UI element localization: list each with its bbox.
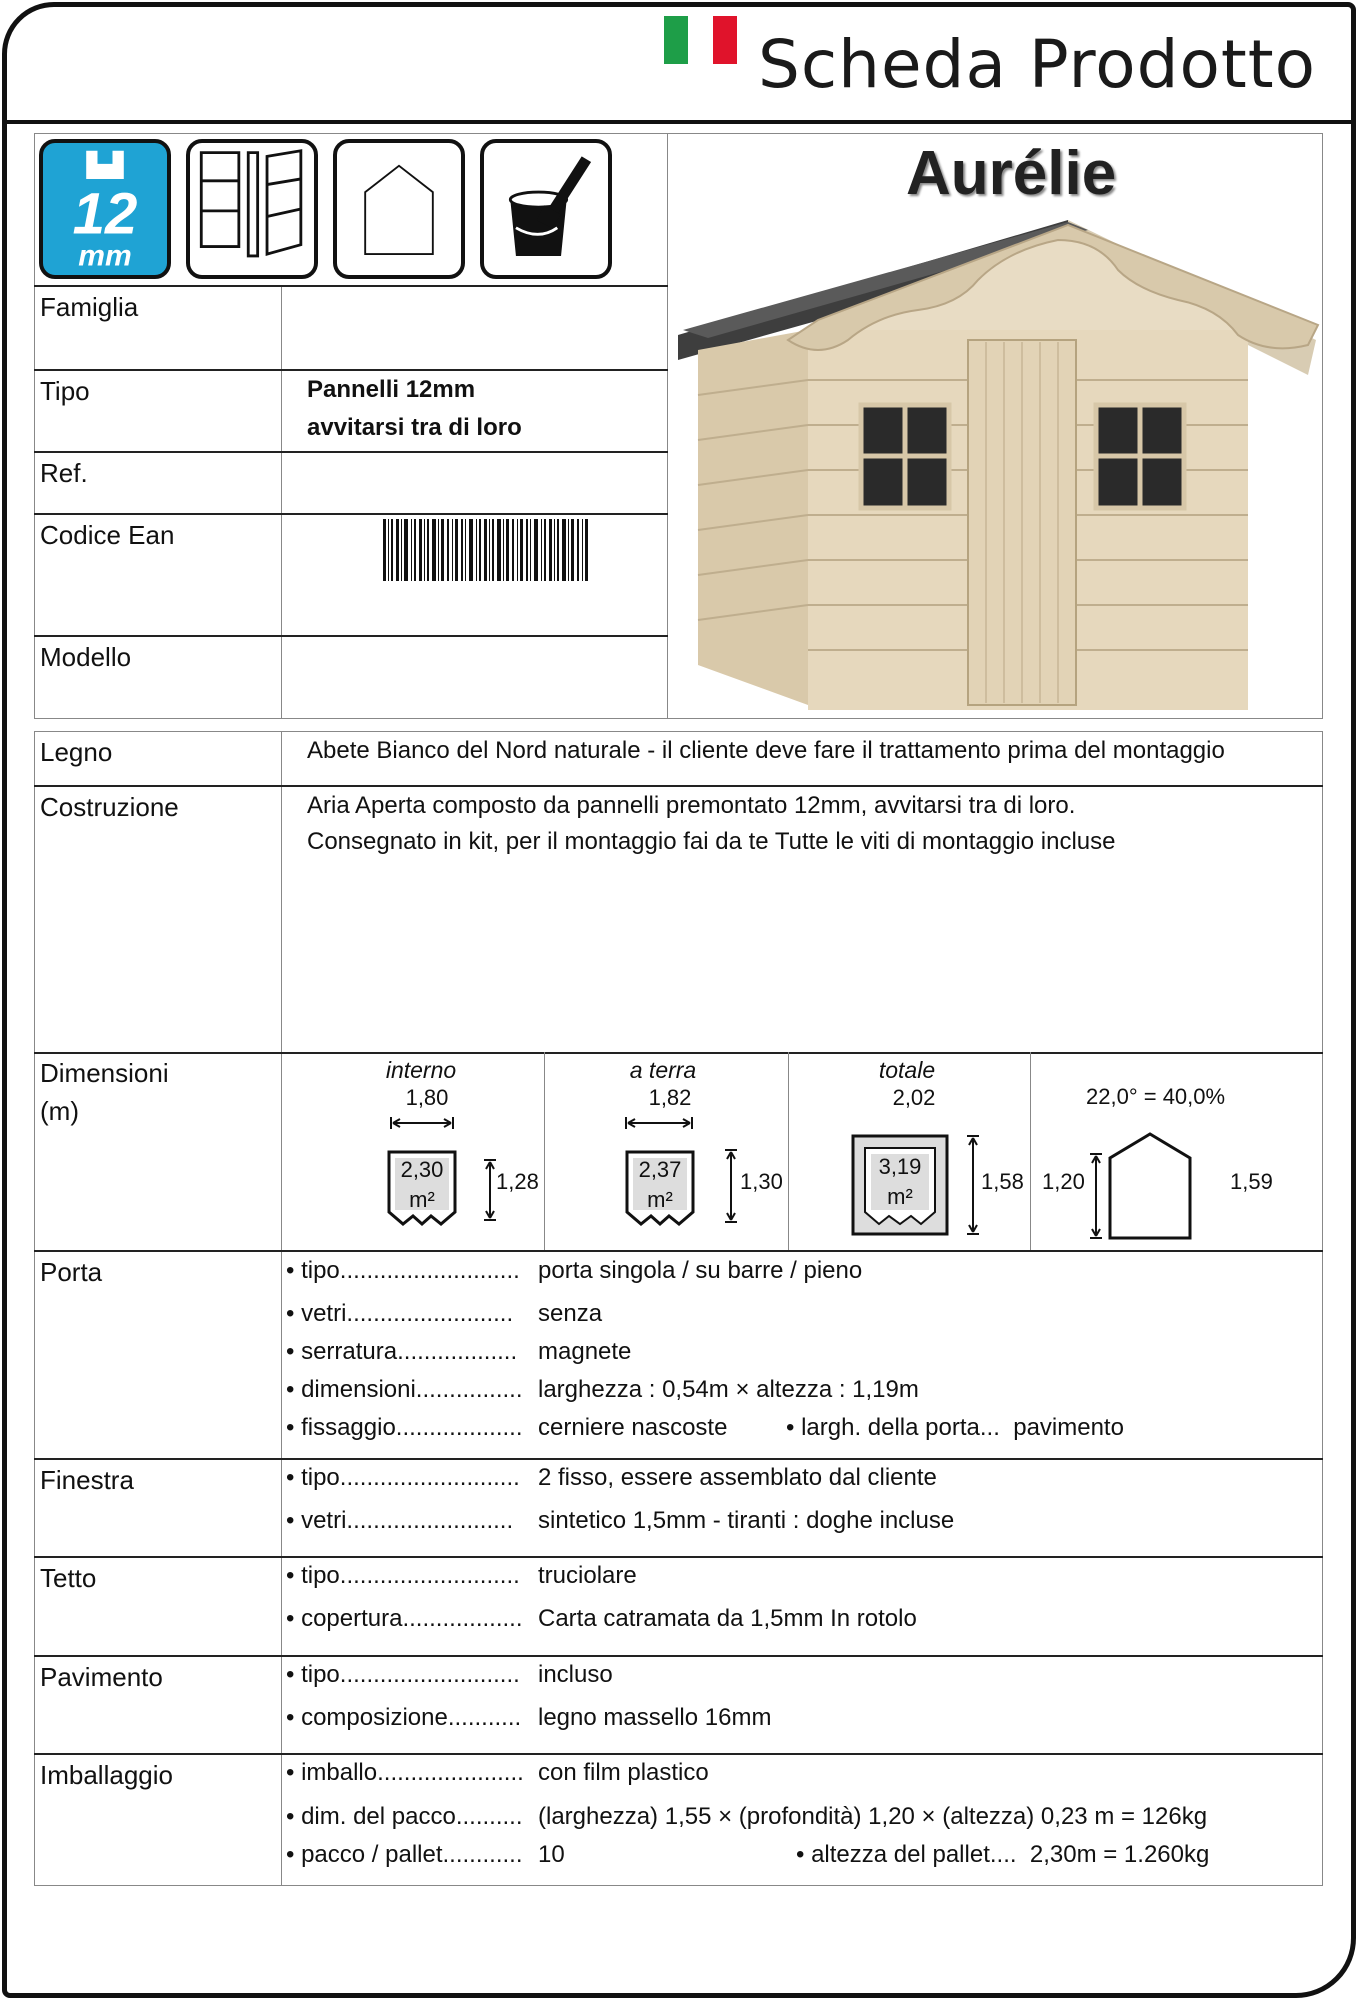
tipo-value-line2: avvitarsi tra di loro xyxy=(307,414,522,441)
costruzione-label: Costruzione xyxy=(40,792,179,822)
italian-flag-icon xyxy=(664,16,737,64)
costruzione-line2: Consegnato in kit, per il montaggio fai da te Tutte le viti di montaggio incluse xyxy=(307,828,1116,855)
dim-aterra-caption: a terra xyxy=(629,1057,697,1083)
imballaggio-row: • dim. del pacco.......... (larghezza) 1,55 × (profondità) 1,20 × (altezza) 0,23 m = 126kg xyxy=(286,1803,1207,1831)
page-title: Scheda Prodotto xyxy=(757,26,1316,103)
pavimento-row: • composizione........... legno massello 16mm xyxy=(286,1704,771,1732)
porta-extra: • largh. della porta... pavimento xyxy=(786,1414,1124,1442)
info-divider-left xyxy=(281,285,282,719)
porta-row: • fissaggio................... cerniere nascoste xyxy=(286,1414,727,1442)
dim-interno-height: 1,28 xyxy=(496,1169,539,1194)
porta-row: • serratura.................. magnete xyxy=(286,1338,631,1366)
spec-label-divider xyxy=(281,731,282,1886)
tipo-value-line1: Pannelli 12mm xyxy=(307,376,476,403)
divider xyxy=(34,785,1323,787)
divider xyxy=(34,1052,1323,1054)
ean-label: Codice Ean xyxy=(40,520,175,550)
imballaggio-row: • pacco / pallet............ 10 xyxy=(286,1841,565,1869)
tipo-label: Tipo xyxy=(40,376,90,406)
divider xyxy=(34,451,668,453)
modello-label: Modello xyxy=(40,642,132,672)
porta-row: • tipo........................... porta singola / su barre / pieno xyxy=(286,1257,862,1285)
divider xyxy=(34,1458,1323,1460)
product-name: Aurélie xyxy=(906,139,1117,208)
costruzione-line1: Aria Aperta composto da pannelli premontato 12mm, avvitarsi tra di loro. xyxy=(307,792,1076,819)
dimensioni-label: Dimensioni xyxy=(40,1058,169,1088)
dim-aterra-area: 2,37 xyxy=(638,1157,682,1182)
divider xyxy=(34,635,668,637)
dim-aterra-height-arrow-icon xyxy=(723,1148,739,1224)
dim-interno-caption: interno xyxy=(385,1057,457,1083)
dim-col-divider xyxy=(544,1052,545,1250)
dim-totale-area-unit: m² xyxy=(887,1184,913,1209)
tetto-row: • copertura.................. Carta catramata da 1,5mm In rotolo xyxy=(286,1605,917,1633)
dim-aterra-width-arrow-icon xyxy=(624,1115,694,1131)
dim-col-divider xyxy=(788,1052,789,1250)
tetto-row: • tipo........................... truciolare xyxy=(286,1562,637,1590)
finestra-row: • vetri......................... sintetico 1,5mm - tiranti : doghe incluse xyxy=(286,1507,954,1535)
divider xyxy=(34,285,668,287)
roof-slope: 22,0° = 40,0% xyxy=(1086,1084,1226,1109)
legno-value: Abete Bianco del Nord naturale - il cliente deve fare il trattamento prima del montaggio xyxy=(307,737,1225,764)
dim-interno-area: 2,30 xyxy=(400,1157,444,1182)
dim-aterra-area-unit: m² xyxy=(647,1187,673,1212)
dim-interno-width: 1,80 xyxy=(405,1085,449,1110)
divider xyxy=(34,1753,1323,1755)
house-outline-icon xyxy=(333,139,465,279)
thickness-12mm-icon xyxy=(39,139,171,279)
dimensioni-unit: (m) xyxy=(40,1096,79,1126)
barcode-icon xyxy=(383,519,588,581)
imballaggio-extra: • altezza del pallet.... 2,30m = 1.260kg xyxy=(796,1841,1209,1869)
svg-text:12: 12 xyxy=(72,181,138,247)
dim-interno-area-unit: m² xyxy=(409,1187,435,1212)
porta-label: Porta xyxy=(40,1257,103,1287)
divider xyxy=(34,1556,1323,1558)
product-photo xyxy=(668,210,1323,718)
pavimento-label: Pavimento xyxy=(40,1662,163,1692)
roof-ridge-height: 1,59 xyxy=(1230,1169,1273,1194)
divider xyxy=(34,1250,1323,1252)
finestra-label: Finestra xyxy=(40,1465,134,1495)
imballaggio-label: Imballaggio xyxy=(40,1760,173,1790)
dim-totale-area: 3,19 xyxy=(878,1154,922,1179)
famiglia-label: Famiglia xyxy=(40,292,139,322)
header-divider xyxy=(7,120,1351,124)
legno-label: Legno xyxy=(40,737,113,767)
svg-text:mm: mm xyxy=(78,239,132,273)
ref-label: Ref. xyxy=(40,458,88,488)
dim-interno-width-arrow-icon xyxy=(389,1115,455,1131)
dim-totale-width: 2,02 xyxy=(892,1085,936,1110)
dim-aterra-width: 1,82 xyxy=(648,1085,692,1110)
dim-totale-height: 1,58 xyxy=(981,1169,1024,1194)
pavimento-row: • tipo........................... incluso xyxy=(286,1661,613,1689)
divider xyxy=(34,513,668,515)
dim-totale-caption: totale xyxy=(878,1057,936,1083)
imballaggio-row: • imballo...................... con film plastico xyxy=(286,1759,709,1787)
paint-bucket-icon xyxy=(480,139,612,279)
panels-icon xyxy=(186,139,318,279)
porta-row: • vetri......................... senza xyxy=(286,1300,602,1328)
dim-col-divider xyxy=(1030,1052,1031,1250)
porta-row: • dimensioni................ larghezza : 0,54m × altezza : 1,19m xyxy=(286,1376,919,1404)
divider xyxy=(34,369,668,371)
tetto-label: Tetto xyxy=(40,1563,97,1593)
dim-aterra-height: 1,30 xyxy=(740,1169,783,1194)
dim-totale-height-arrow-icon xyxy=(965,1134,981,1236)
finestra-row: • tipo........................... 2 fisso, essere assemblato dal cliente xyxy=(286,1464,937,1492)
roof-profile-icon xyxy=(1088,1132,1204,1240)
roof-wall-height: 1,20 xyxy=(1042,1169,1085,1194)
divider xyxy=(34,1655,1323,1657)
